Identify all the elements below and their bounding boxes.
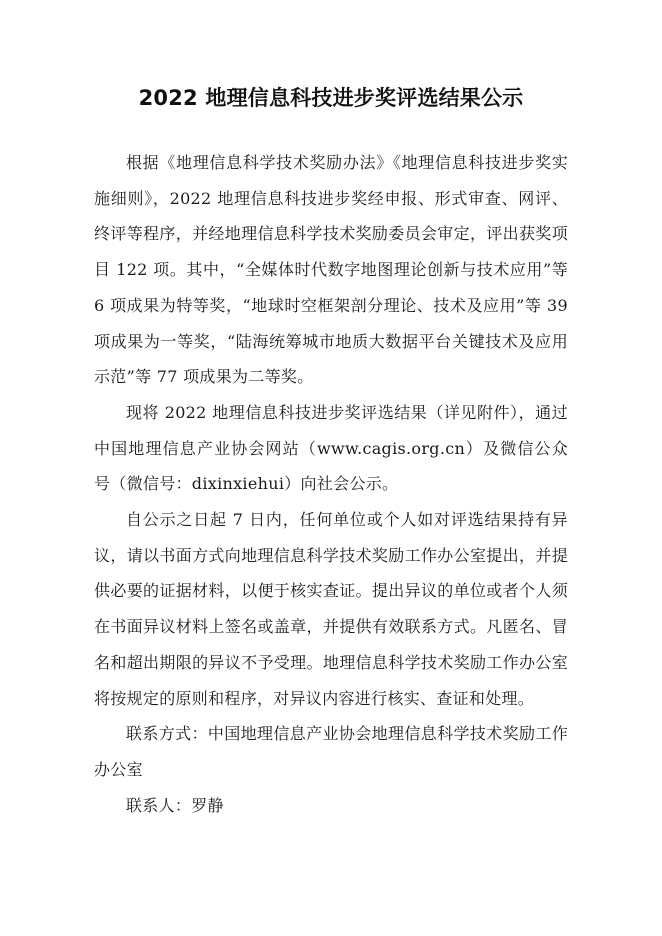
paragraph-contact-person: 联系人：罗静 [126, 795, 224, 815]
paragraph-contact-office: 联系方式：中国地理信息产业协会地理信息科学技术奖励工作办公室 [94, 724, 568, 779]
paragraph-publication-notice: 现将 2022 地理信息科技进步奖评选结果（详见附件），通过中国地理信息产业协会网站（www.cagis.org.cn）及微信公众号（微信号：dixinxiehui）向社会公示。 [94, 402, 568, 494]
paragraph-objection-procedure: 自公示之日起 7 日内，任何单位或个人如对评选结果持有异议，请以书面方式向地理信息科学技术奖励工作办公室提出，并提供必要的证据材料，以便于核实查证。提出异议的单位或者个人须在书面异议材料上签名或盖章，并提供有效联系方式。凡匿名、冒名和超出期限的异议不予受理。地理信息科学技术奖励工作办公室将按规定的原则和程序，对异议内容进行核实、查证和处理。 [94, 510, 568, 708]
document-body [94, 145, 568, 823]
paragraph-award-summary: 根据《地理信息科学技术奖励办法》《地理信息科技进步奖实施细则》，2022 地理信息科技进步奖经申报、形式审查、网评、终评等程序，并经地理信息科学技术奖励委员会审定，评出获奖项目 122 项。其中，“全媒体时代数字地图理论创新与技术应用”等 6 项成果为特等奖，“地球时空框架剖分理论、技术及应用”等 39 项成果为一等奖，“陆海统筹城市地质大数据平台关键技术及应用示范”等 77 项成果为二等奖。 [94, 153, 568, 387]
document-title: 2022 地理信息科技进步奖评选结果公示 [138, 86, 524, 110]
